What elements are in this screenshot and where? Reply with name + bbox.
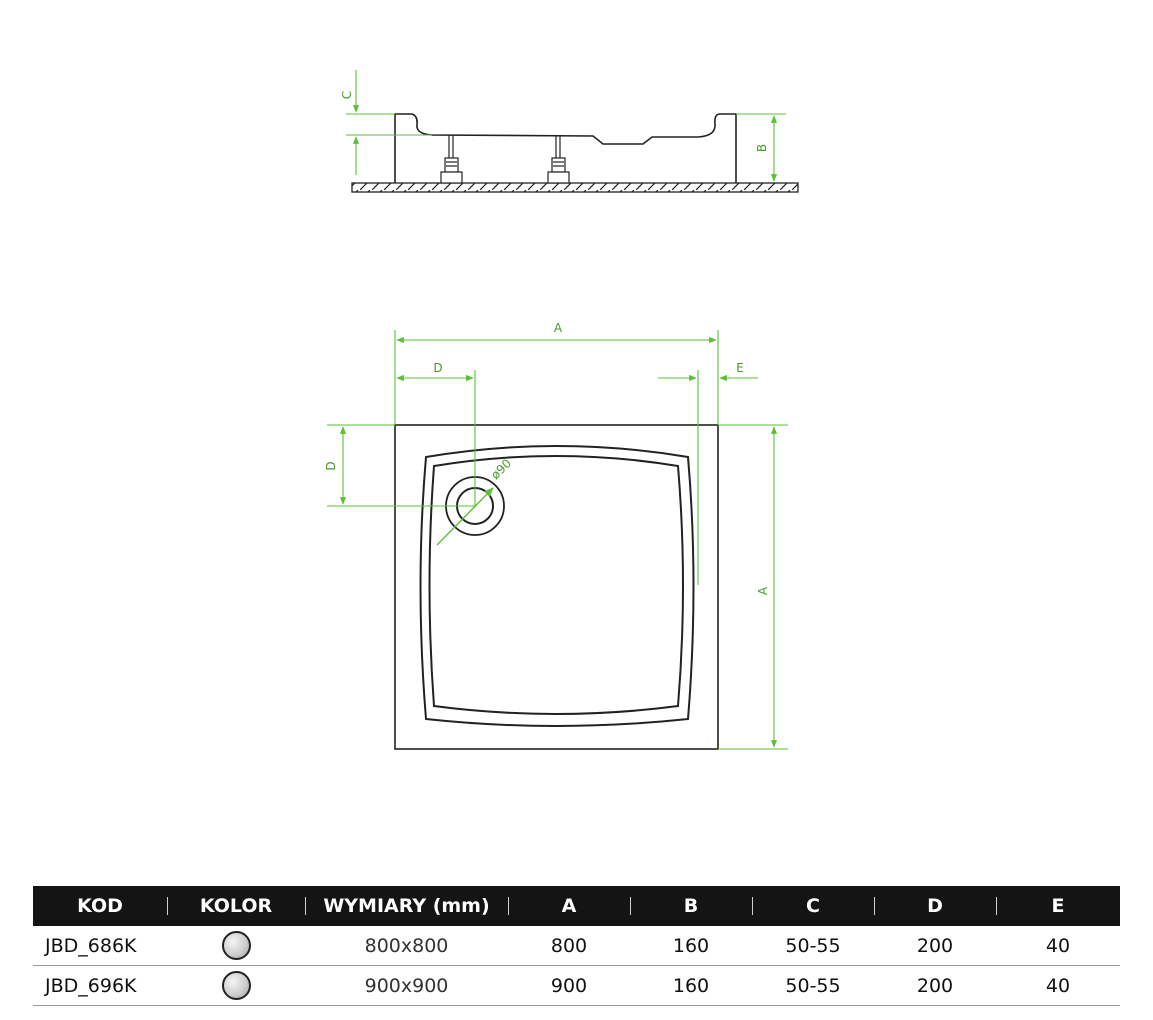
drain-diameter-label: ø90 (488, 456, 515, 483)
dimension-d-side-label: D (324, 461, 338, 471)
cell-a: 800 (508, 926, 630, 966)
spec-table (33, 886, 1120, 1006)
dimension-c-label: C (340, 90, 354, 100)
cell-kolor (167, 926, 305, 966)
top-view (324, 321, 788, 749)
dimension-a-top-label: A (553, 321, 563, 335)
header-wymiary: WYMIARY (mm) (305, 886, 508, 926)
cell-kolor (167, 966, 305, 1006)
cell-e: 40 (996, 926, 1120, 966)
cell-c: 50-55 (752, 966, 874, 1006)
header-b: B (630, 886, 752, 926)
table-header-row (33, 886, 1120, 926)
leg-right (548, 136, 569, 183)
header-a: A (508, 886, 630, 926)
side-view (340, 70, 798, 192)
dimension-b-label: B (755, 143, 769, 153)
cell-wymiary: 800x800 (305, 926, 508, 966)
header-e: E (996, 886, 1120, 926)
header-c: C (752, 886, 874, 926)
cell-a: 900 (508, 966, 630, 1006)
cell-d: 200 (874, 926, 996, 966)
cell-kod: JBD_696K (33, 966, 167, 1006)
header-kolor: KOLOR (167, 886, 305, 926)
header-d: D (874, 886, 996, 926)
dimension-d-top-label: D (433, 361, 443, 375)
tray-outline (395, 425, 718, 749)
cell-d: 200 (874, 966, 996, 1006)
dimension-e (658, 370, 758, 585)
cell-b: 160 (630, 926, 752, 966)
cell-c: 50-55 (752, 926, 874, 966)
cell-b: 160 (630, 966, 752, 1006)
cell-kod: JBD_686K (33, 926, 167, 966)
color-swatch-icon (222, 931, 251, 960)
dimension-a-side-label: A (756, 586, 770, 596)
table-row (33, 966, 1120, 1006)
dimension-e-label: E (736, 361, 744, 375)
table-row (33, 926, 1120, 966)
leg-left (441, 135, 462, 183)
floor-hatch (352, 183, 798, 192)
color-swatch-icon (222, 971, 251, 1000)
cell-wymiary: 900x900 (305, 966, 508, 1006)
dimension-a-side (718, 425, 788, 749)
dimension-c (346, 70, 432, 175)
header-kod: KOD (33, 886, 167, 926)
cell-e: 40 (996, 966, 1120, 1006)
